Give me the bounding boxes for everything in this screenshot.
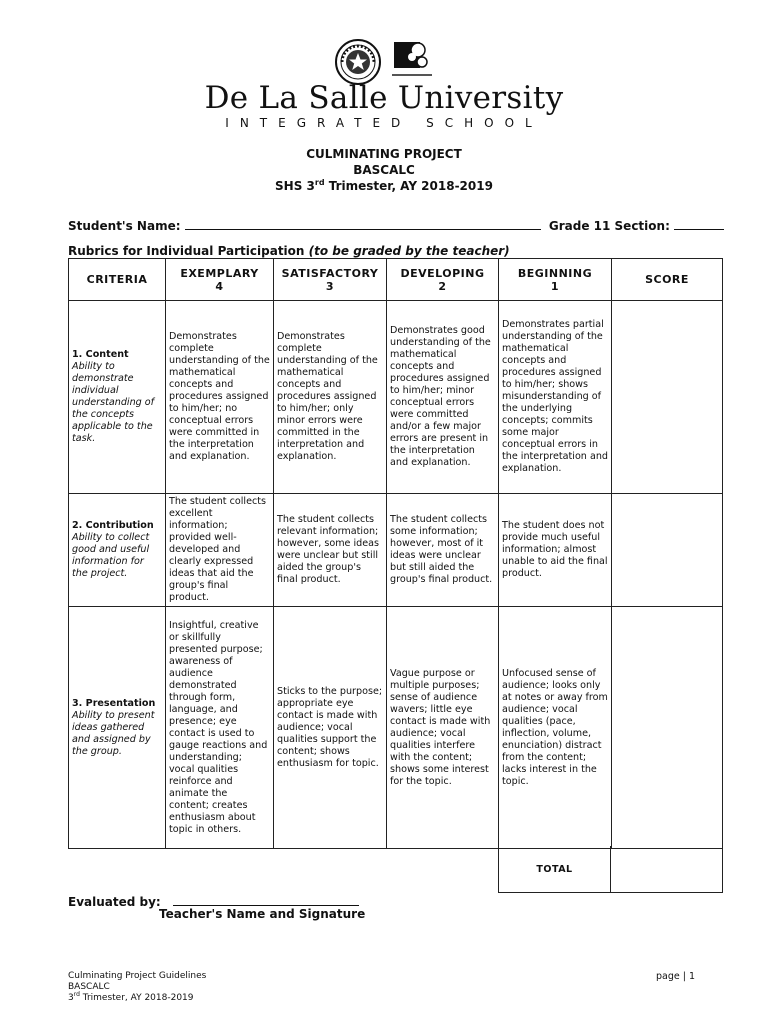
table-row	[69, 301, 723, 494]
exemplary-cell: Insightful, creative or skillfully presented purpose; awareness of audience demonstrated through form, language, and presence; eye contact is used to gauge reactions and understanding; vocal qualities reinforce and animate the content; creates enthusiasm about topic in others.	[166, 607, 274, 849]
student-info-line	[68, 218, 724, 233]
teacher-signature-label: Teacher's Name and Signature	[159, 907, 366, 921]
beginning-cell: Demonstrates partial understanding of the mathematical concepts and procedures assigned to him/her; shows misunderstanding of the underlying concepts; commits some major conceptual errors in the interpretation and explanation.	[499, 301, 612, 494]
satisfactory-cell: The student collects relevant information; however, some ideas were unclear but still aided the group's final product.	[274, 494, 387, 607]
student-name-field[interactable]	[185, 218, 541, 230]
university-seal-icon	[334, 38, 382, 86]
criteria-title: 2. Contribution	[72, 520, 154, 531]
criteria-cell	[69, 607, 166, 849]
score-header: SCORE	[612, 259, 723, 301]
document-title	[0, 146, 768, 194]
beginning-header: BEGINNING 1	[499, 259, 612, 301]
criteria-description: Ability to demonstrate individual understanding of the concepts applicable to the task.	[72, 361, 155, 444]
title-line-3: SHS 3rd Trimester, AY 2018-2019	[275, 178, 493, 193]
section-field[interactable]	[674, 218, 724, 230]
student-name-label: Student's Name:	[68, 219, 181, 233]
university-name: De La Salle University	[204, 80, 564, 116]
exemplary-cell: Demonstrates complete understanding of the mathematical concepts and procedures assigned to him/her; no conceptual errors were committed in the interpretation and explanation.	[166, 301, 274, 494]
total-label: TOTAL	[536, 863, 573, 875]
rubric-header-row	[69, 259, 723, 301]
section-label: Grade 11 Section:	[548, 219, 670, 233]
criteria-cell	[69, 494, 166, 607]
rubric-title-note: (to be graded by the teacher)	[308, 244, 510, 258]
school-name: INTEGRATED SCHOOL	[225, 116, 543, 130]
exemplary-header: EXEMPLARY 4	[166, 259, 274, 301]
criteria-title: 3. Presentation	[72, 697, 156, 709]
title-line-1: CULMINATING PROJECT	[306, 147, 462, 161]
evaluated-by-label: Evaluated by:	[68, 895, 161, 909]
integrated-school-emblem-icon	[392, 40, 432, 84]
footer-line-1: Culminating Project Guidelines	[68, 971, 207, 981]
score-cell[interactable]	[612, 607, 723, 849]
rubric-table	[68, 258, 723, 849]
footer-line-2: BASCALC	[68, 982, 110, 992]
table-row	[69, 494, 723, 607]
developing-cell: The student collects some information; however, most of it ideas were unclear but still aided the group's final product.	[387, 494, 499, 607]
total-box	[498, 846, 723, 893]
table-row	[69, 607, 723, 849]
criteria-cell	[69, 301, 166, 494]
criteria-title: 1. Content	[72, 349, 129, 360]
page-number: page | 1	[656, 971, 696, 982]
developing-cell: Vague purpose or multiple purposes; sense of audience wavers; little eye contact is made with audience; vocal qualities interfere with the content; shows some interest for the topic.	[387, 607, 499, 849]
beginning-cell: Unfocused sense of audience; looks only at notes or away from audience; vocal qualities (pace, inflection, volume, enunciation) distract from the content; lacks interest in the topic.	[499, 607, 612, 849]
title-line-2: BASCALC	[353, 163, 415, 177]
rubric-title: Rubrics for Individual Participation (to be graded by the teacher)	[68, 244, 510, 258]
satisfactory-cell: Sticks to the purpose; appropriate eye contact is made with audience; vocal qualities support the content; shows enthusiasm for topic.	[274, 607, 387, 849]
score-cell[interactable]	[612, 301, 723, 494]
developing-cell: Demonstrates good understanding of the mathematical concepts and procedures assigned to him/her; minor conceptual errors were committed and/or a few major errors are present in the interpretation and explanation.	[387, 301, 499, 494]
evaluator-signature-field[interactable]	[173, 894, 359, 906]
satisfactory-cell: Demonstrates complete understanding of the mathematical concepts and procedures assigned to him/her; only minor errors were committed in the interpretation and explanation.	[274, 301, 387, 494]
criteria-header: CRITERIA	[69, 259, 166, 301]
exemplary-cell: The student collects excellent information; provided well-developed and clearly expressed ideas that aid the group's final product.	[166, 494, 274, 607]
satisfactory-header: SATISFACTORY 3	[274, 259, 387, 301]
criteria-description: Ability to present ideas gathered and assigned by the group.	[72, 709, 155, 757]
footer-line-3: 3rd Trimester, AY 2018-2019	[68, 991, 194, 1003]
beginning-cell: The student does not provide much useful information; almost unable to aid the final product.	[499, 494, 612, 607]
footer-info	[68, 971, 206, 1004]
criteria-description: Ability to collect good and useful information for the project.	[72, 532, 150, 579]
score-cell[interactable]	[612, 494, 723, 607]
total-score-cell[interactable]	[611, 846, 722, 892]
developing-header: DEVELOPING 2	[387, 259, 499, 301]
